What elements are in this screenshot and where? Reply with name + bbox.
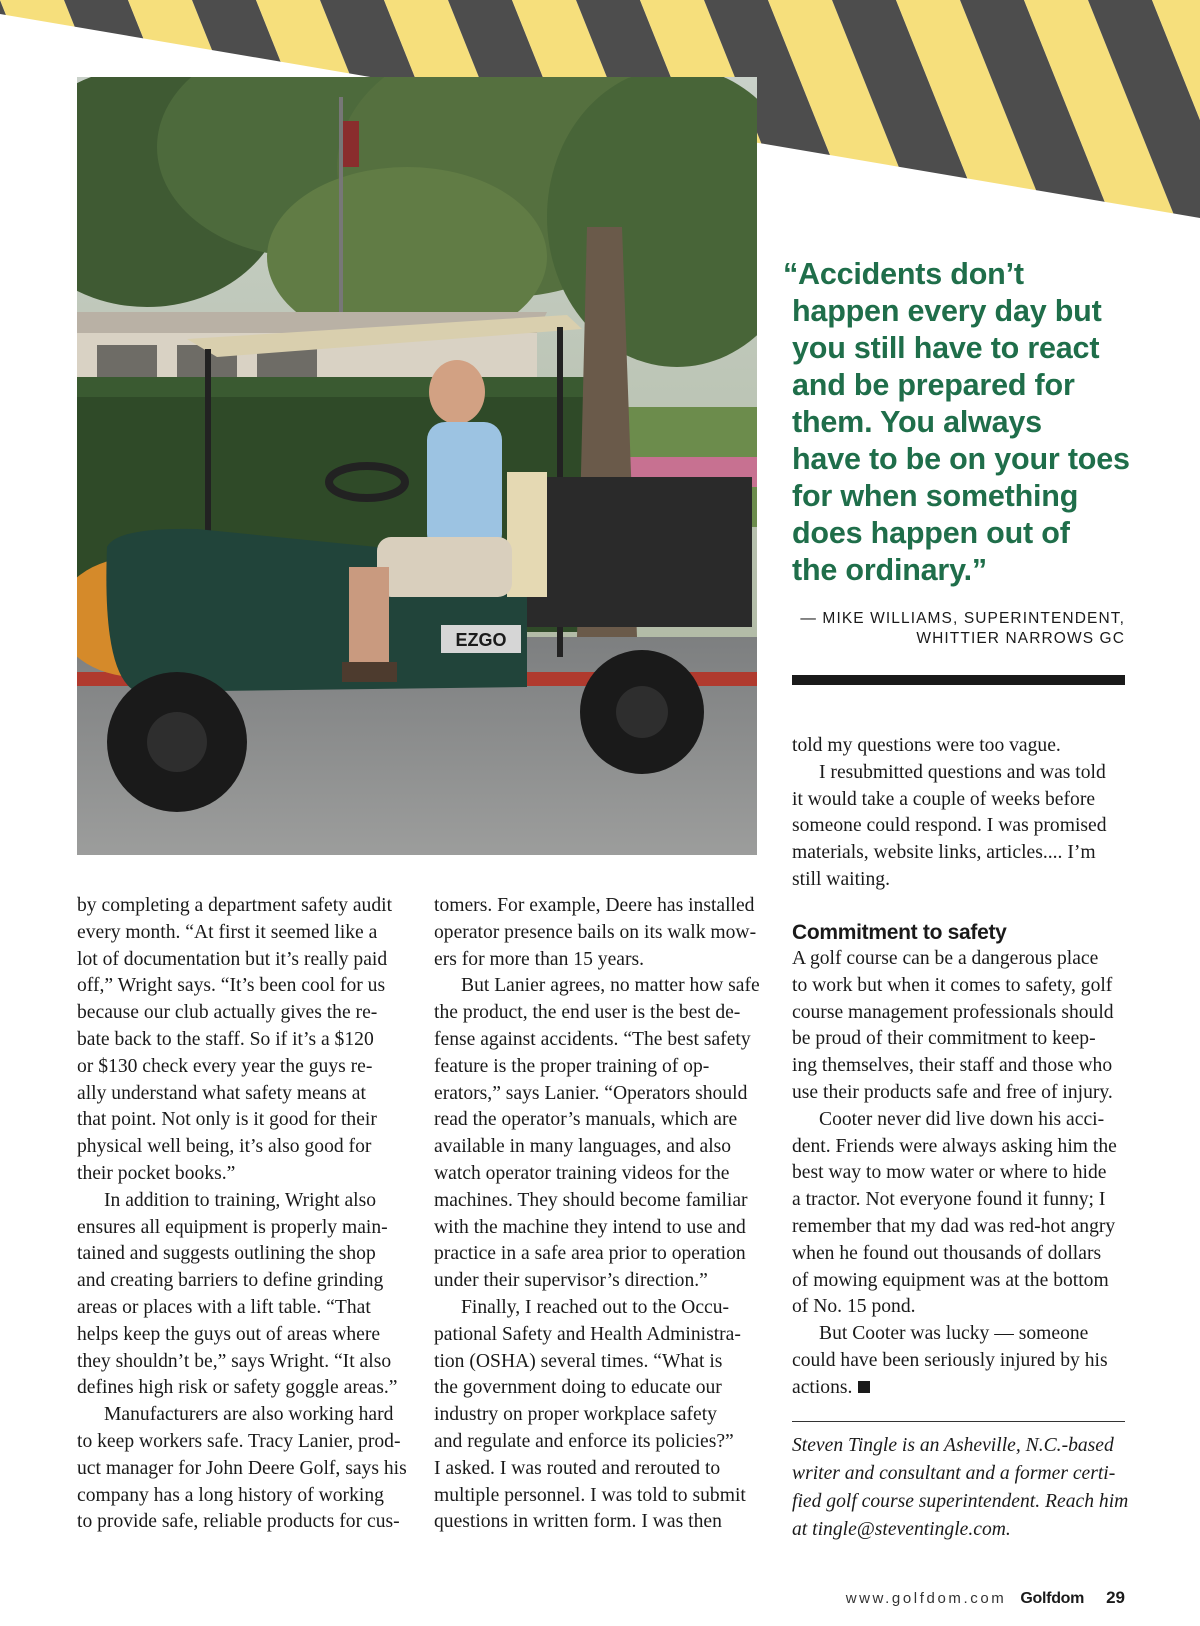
text-line	[434, 1509, 769, 1536]
text-line-content: because our club actually gives the re-	[77, 1002, 378, 1024]
text-line-content: told my questions were too vague.	[792, 735, 1061, 756]
text-line	[77, 1429, 415, 1456]
bio-divider	[792, 1421, 1125, 1422]
text-line-content: ing themselves, their staff and those who	[792, 1055, 1113, 1077]
text-line-content: under their supervisor’s direction.”	[434, 1270, 708, 1292]
text-line	[434, 947, 769, 974]
text-line	[434, 973, 769, 1000]
footer-url: www.golfdom.com	[845, 1590, 1007, 1607]
text-line-content: tained and suggests outlining the shop	[77, 1243, 376, 1265]
article-column-3-top	[792, 733, 1125, 894]
text-line	[77, 1295, 415, 1322]
text-line-content: the government doing to educate our	[434, 1377, 722, 1399]
text-line	[792, 813, 1125, 840]
text-line-content: best way to mow water or where to hide	[792, 1162, 1107, 1184]
text-line-content: pational Safety and Health Administra-	[434, 1323, 741, 1345]
pull-quote-line: and be prepared for	[792, 368, 1075, 402]
text-line	[434, 920, 769, 947]
text-line-content: Steven Tingle is an Asheville, N.C.-based	[792, 1435, 1114, 1456]
text-line	[792, 1026, 1125, 1053]
text-line-content: read the operator’s manuals, which are	[434, 1109, 738, 1131]
text-line-content: helps keep the guys out of areas where	[77, 1323, 381, 1345]
text-line	[77, 1215, 415, 1242]
golf-cart-photo	[77, 77, 757, 855]
text-line	[792, 1134, 1125, 1161]
text-line	[434, 1000, 769, 1027]
text-line	[434, 1188, 769, 1215]
text-line-content: multiple personnel. I was told to submit	[434, 1484, 746, 1506]
text-line-content: erators,” says Lanier. “Operators should	[434, 1082, 748, 1104]
text-line	[434, 1027, 769, 1054]
text-line-content: industry on proper workplace safety	[434, 1404, 717, 1426]
text-line-content: areas or places with a lift table. “That	[77, 1296, 371, 1318]
text-line	[77, 1000, 415, 1027]
text-line-content: actions.	[792, 1376, 853, 1398]
pull-quote	[783, 256, 1143, 589]
text-line	[792, 1348, 1125, 1375]
text-line	[434, 1375, 769, 1402]
text-line-content: course management professionals should	[792, 1001, 1114, 1023]
text-line	[77, 1456, 415, 1483]
text-line	[77, 1027, 415, 1054]
text-line	[77, 1107, 415, 1134]
text-line-content: or $130 check every year the guys re-	[77, 1055, 373, 1077]
end-of-article-icon	[858, 1381, 870, 1393]
text-line	[792, 1080, 1125, 1107]
text-line-content: defines high risk or safety goggle areas.”	[77, 1377, 398, 1399]
text-line	[434, 1268, 769, 1295]
text-line	[792, 1107, 1125, 1134]
text-line	[792, 973, 1125, 1000]
text-line-content: I asked. I was routed and rerouted to	[434, 1457, 721, 1479]
text-line	[77, 893, 415, 920]
text-line-content: to keep workers safe. Tracy Lanier, prod-	[77, 1430, 401, 1452]
text-line	[792, 1000, 1125, 1027]
text-line	[77, 947, 415, 974]
text-line-content: the product, the end user is the best de-	[434, 1002, 741, 1024]
text-line-content: A golf course can be a dangerous place	[792, 948, 1099, 969]
pull-quote-line: them. You always	[792, 405, 1042, 439]
text-line	[77, 1081, 415, 1108]
text-line-content: machines. They should become familiar	[434, 1189, 748, 1211]
text-line	[434, 1161, 769, 1188]
text-line-content: Cooter never did live down his acci-	[819, 1108, 1105, 1130]
pull-quote-line: the ordinary.”	[792, 553, 987, 587]
text-line-content: watch operator training videos for the	[434, 1162, 730, 1184]
text-line-content: available in many languages, and also	[434, 1136, 732, 1158]
text-line-content: ensures all equipment is properly main-	[77, 1216, 388, 1238]
text-line	[792, 1321, 1125, 1348]
text-line	[77, 1509, 415, 1536]
pull-quote-line: “Accidents don’t	[783, 257, 1024, 291]
text-line	[77, 1054, 415, 1081]
footer-magazine-name: Golfdom	[1020, 1590, 1085, 1607]
text-line	[434, 1134, 769, 1161]
text-line	[77, 1188, 415, 1215]
pull-quote-line: for when something	[792, 479, 1079, 513]
text-line-content: ers for more than 15 years.	[434, 948, 645, 970]
text-line	[77, 1375, 415, 1402]
cart-brand-decal: EZGO	[455, 630, 507, 650]
text-line-content: remember that my dad was red-hot angry	[792, 1215, 1116, 1237]
text-line	[792, 1294, 1125, 1321]
text-line-content: every month. “At first it seemed like a	[77, 921, 378, 943]
text-line-content: But Lanier agrees, no matter how safe	[461, 975, 760, 997]
text-line	[792, 1460, 1125, 1488]
text-line-content: I resubmitted questions and was told	[819, 761, 1106, 783]
text-line-content: ally understand what safety means at	[77, 1082, 366, 1104]
text-line	[77, 1241, 415, 1268]
article-column-1	[77, 893, 415, 1536]
text-line	[792, 946, 1125, 973]
quote-divider-bar	[792, 675, 1125, 685]
text-line	[77, 973, 415, 1000]
text-line-content: it would take a couple of weeks before	[792, 788, 1096, 810]
text-line-content: Finally, I reached out to the Occu-	[461, 1296, 730, 1318]
text-line	[792, 733, 1125, 760]
text-line-content: fense against accidents. “The best safety	[434, 1028, 751, 1050]
text-line	[77, 1483, 415, 1510]
text-line	[434, 1456, 769, 1483]
text-line-content: practice in a safe area prior to operation	[434, 1243, 746, 1265]
text-line	[434, 1295, 769, 1322]
text-line-content: with the machine they intend to use and	[434, 1216, 746, 1238]
page-footer	[846, 1588, 1125, 1612]
text-line	[792, 840, 1125, 867]
text-line	[792, 1488, 1129, 1516]
text-line-content: to work but when it comes to safety, golf	[792, 974, 1113, 996]
text-line	[77, 1402, 415, 1429]
section-subhead: Commitment to safety	[792, 921, 1007, 944]
text-line	[434, 1483, 769, 1510]
attribution-line-2: WHITTIER NARROWS GC	[916, 630, 1125, 647]
text-line-content: writer and consultant and a former certi-	[792, 1463, 1116, 1484]
text-line	[77, 1268, 415, 1295]
pull-quote-line: happen every day but	[792, 294, 1102, 328]
text-line-content: of mowing equipment was at the bottom	[792, 1269, 1109, 1291]
pull-quote-line: have to be on your toes	[792, 442, 1130, 476]
text-line	[434, 1054, 769, 1081]
text-line-content: they shouldn’t be,” says Wright. “It also	[77, 1350, 392, 1372]
text-line	[434, 1081, 769, 1108]
text-line	[77, 1134, 415, 1161]
text-line-content: questions in written form. I was then	[434, 1511, 722, 1533]
text-line-content: to provide safe, reliable products for cus-	[77, 1511, 400, 1533]
text-line	[434, 1215, 769, 1242]
text-line-content: tomers. For example, Deere has installed	[434, 895, 755, 916]
text-line-content: off,” Wright says. “It’s been cool for us	[77, 975, 386, 997]
text-line	[792, 1241, 1125, 1268]
text-line-content: In addition to training, Wright also	[104, 1189, 377, 1211]
text-line	[434, 1429, 769, 1456]
text-line-content: bate back to the staff. So if it’s a $120	[77, 1028, 374, 1050]
pull-quote-line: you still have to react	[792, 331, 1100, 365]
text-line-content: still waiting.	[792, 868, 890, 890]
text-line	[434, 1402, 769, 1429]
text-line	[792, 787, 1125, 814]
text-line-content: when he found out thousands of dollars	[792, 1242, 1102, 1264]
text-line	[77, 1161, 415, 1188]
text-line-content: use their products safe and free of injury.	[792, 1081, 1113, 1103]
page-number: 29	[1106, 1588, 1125, 1607]
text-line-content: dent. Friends were always asking him the	[792, 1135, 1117, 1157]
text-line	[792, 1187, 1125, 1214]
article-column-3-bottom	[792, 946, 1125, 1402]
text-line-content: of No. 15 pond.	[792, 1296, 916, 1318]
text-line-content: could have been seriously injured by his	[792, 1349, 1108, 1371]
text-line	[77, 1322, 415, 1349]
text-line-content: that point. Not only is it good for their	[77, 1109, 377, 1131]
article-column-2	[434, 893, 769, 1536]
text-line	[792, 1214, 1125, 1241]
text-line-content: and regulate and enforce its policies?”	[434, 1430, 734, 1452]
text-line-content: feature is the proper training of op-	[434, 1055, 710, 1077]
text-line-content: company has a long history of working	[77, 1484, 384, 1506]
text-line	[792, 1516, 1125, 1544]
text-line-content: at tingle@steventingle.com.	[792, 1519, 1011, 1540]
text-line-content: by completing a department safety audit	[77, 895, 393, 916]
text-line	[792, 867, 1125, 894]
text-line-content: uct manager for John Deere Golf, says his	[77, 1457, 407, 1479]
text-line	[792, 1268, 1125, 1295]
text-line-content: operator presence bails on its walk mow-	[434, 921, 757, 943]
text-line	[792, 1160, 1125, 1187]
text-line	[434, 1241, 769, 1268]
text-line-content: and creating barriers to define grinding	[77, 1270, 384, 1292]
author-bio	[792, 1432, 1129, 1544]
text-line	[434, 1107, 769, 1134]
text-line-content: fied golf course superintendent. Reach him	[792, 1491, 1129, 1512]
text-line-content: physical well being, it’s also good for	[77, 1136, 372, 1158]
text-line	[434, 893, 769, 920]
text-line	[77, 1349, 415, 1376]
text-line-content: tion (OSHA) several times. “What is	[434, 1350, 723, 1372]
text-line-content: lot of documentation but it’s really paid	[77, 948, 388, 970]
text-line-content: their pocket books.”	[77, 1162, 236, 1184]
text-line-content: a tractor. Not everyone found it funny; I	[792, 1189, 1106, 1211]
text-line	[434, 1349, 769, 1376]
pull-quote-line: does happen out of	[792, 516, 1070, 550]
text-line-content: Manufacturers are also working hard	[104, 1404, 394, 1426]
attribution-line-1: — MIKE WILLIAMS, SUPERINTENDENT,	[800, 610, 1125, 627]
text-line	[77, 920, 415, 947]
text-line	[792, 1375, 1125, 1402]
text-line-content: But Cooter was lucky — someone	[819, 1323, 1089, 1345]
text-line-content: someone could respond. I was promised	[792, 815, 1107, 837]
text-line	[792, 760, 1125, 787]
text-line	[434, 1322, 769, 1349]
text-line	[792, 1432, 1125, 1460]
pull-quote-attribution	[783, 609, 1125, 649]
text-line-content: be proud of their commitment to keep-	[792, 1028, 1096, 1050]
text-line-content: materials, website links, articles.... I’m	[792, 842, 1096, 864]
text-line	[792, 1053, 1125, 1080]
